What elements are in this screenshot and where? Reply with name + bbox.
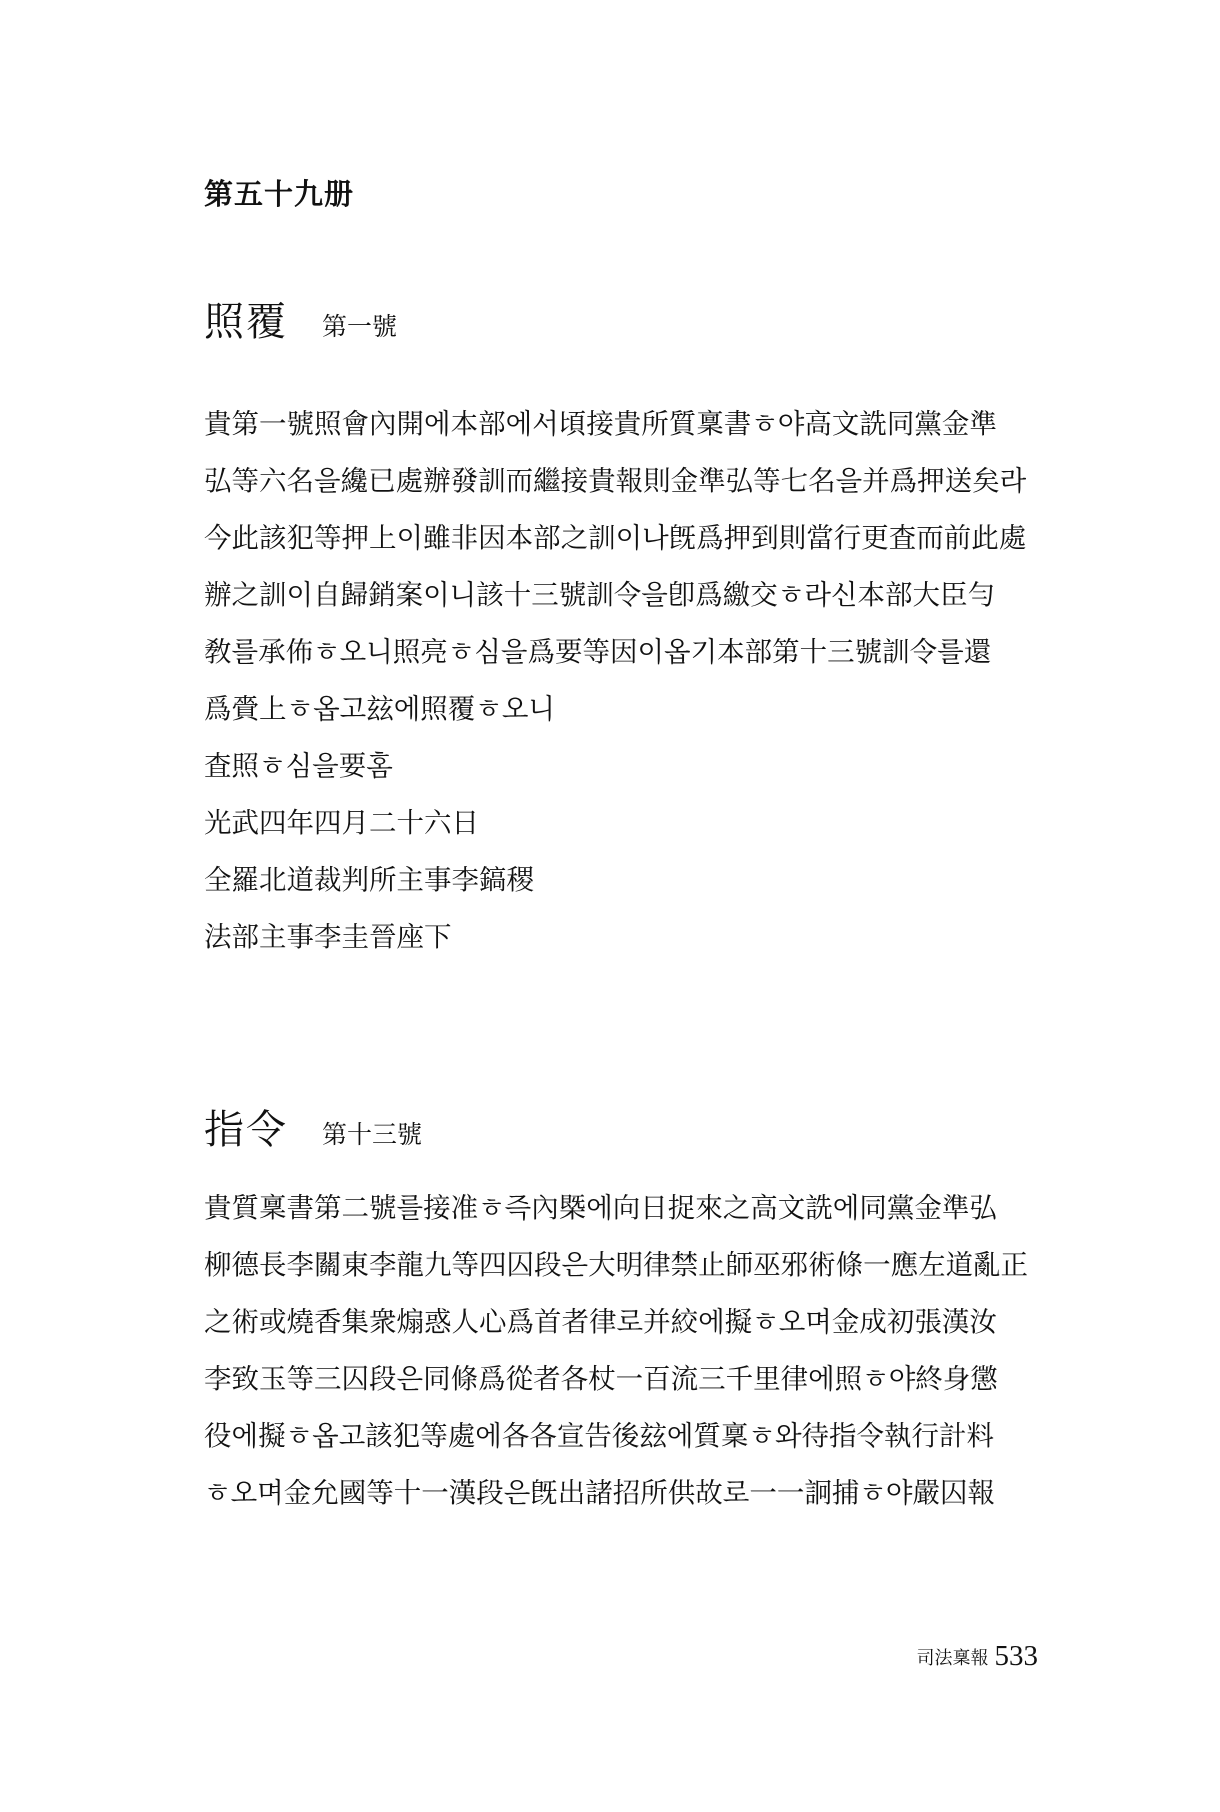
section-heading-2 xyxy=(204,1098,422,1155)
section-number: 第十三號 xyxy=(322,1120,423,1149)
sender-line: 全羅北道裁判所主事李鎬稷 xyxy=(204,864,534,896)
text-line: 弘等六名을纔已處辦發訓而繼接貴報則金準弘等七名을并爲押送矣라 xyxy=(204,465,1027,497)
text-line: ㅎ오며金允國等十一漢段은旣出諸招所供故로一一詗捕ㅎ야嚴囚報 xyxy=(204,1477,995,1509)
text-line: 貴第一號照會內開에本部에서頃接貴所質稟書ㅎ야高文詵同黨金準 xyxy=(204,408,997,440)
text-line: 敎를承佈ㅎ오니照亮ㅎ심을爲要等因이옵기本部第十三號訓令를還 xyxy=(204,636,992,668)
section-heading-1 xyxy=(204,290,397,347)
text-line: 役에擬ㅎ옵고該犯等處에各各宣告後玆에質稟ㅎ와待指令執行計料 xyxy=(204,1420,995,1452)
journal-title: 司法稟報 xyxy=(916,1647,989,1669)
section-number: 第一號 xyxy=(322,312,398,341)
text-line: 李致玉等三囚段은同條爲從者各杖一百流三千里律에照ㅎ야終身懲 xyxy=(204,1363,998,1395)
volume-title: 第五十九册 xyxy=(204,177,355,211)
text-line: 辦之訓이自歸銷案이니該十三號訓令을卽爲繳交ㅎ라신本部大臣勻 xyxy=(204,579,995,611)
text-line: 貴質稟書第二號를接准ㅎ즉內槩에向日捉來之高文詵에同黨金準弘 xyxy=(204,1192,997,1224)
recipient-line: 法部主事李圭晉座下 xyxy=(204,921,452,953)
section-body-2 xyxy=(204,1180,1044,1522)
text-line: 今此該犯等押上이雖非因本部之訓이나旣爲押到則當行更査而前此處 xyxy=(204,522,1027,554)
page-footer xyxy=(917,1640,1039,1673)
section-body-1 xyxy=(204,396,1044,966)
page-number: 533 xyxy=(994,1640,1038,1672)
text-line: 査照ㅎ심을要홈 xyxy=(204,750,393,782)
section-title: 照覆 xyxy=(204,299,288,345)
section-title: 指令 xyxy=(204,1107,288,1153)
text-line: 爲賫上ㅎ옵고玆에照覆ㅎ오니 xyxy=(204,693,555,725)
text-line: 柳德長李關東李龍九等四囚段은大明律禁止師巫邪術條一應左道亂正 xyxy=(204,1249,1029,1281)
date-line: 光武四年四月二十六日 xyxy=(204,807,479,839)
text-line: 之術或燒香集衆煽惑人心爲首者律로并絞에擬ㅎ오며金成初張漢汝 xyxy=(204,1306,997,1338)
